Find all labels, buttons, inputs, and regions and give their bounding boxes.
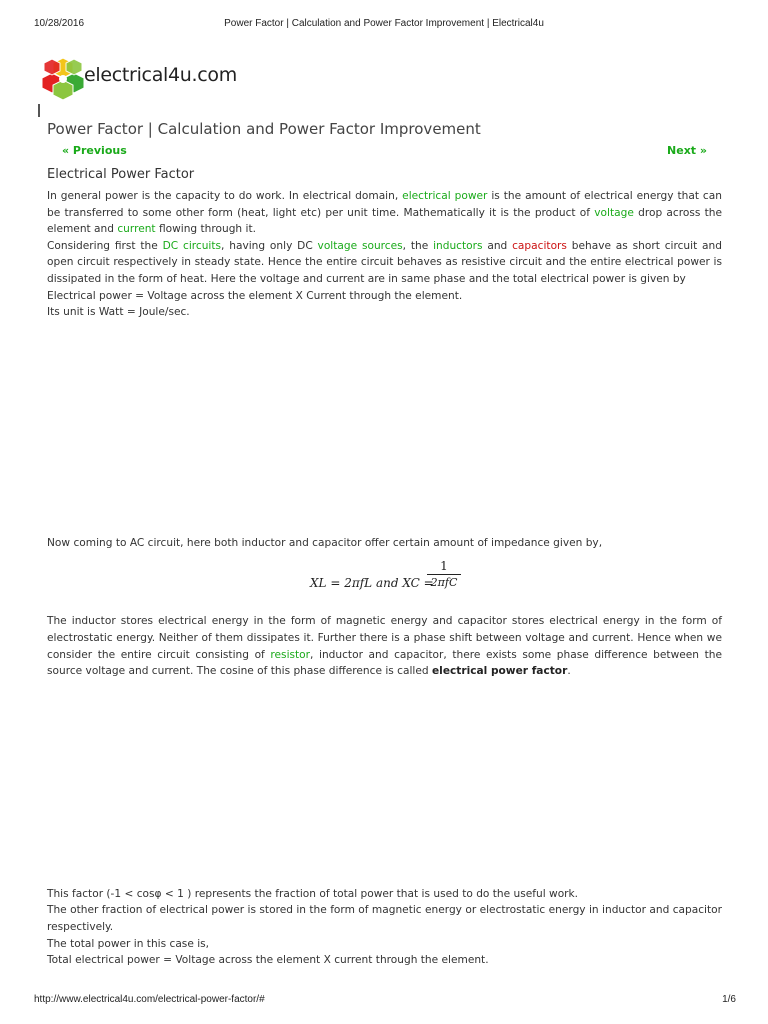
site-logo[interactable]: [42, 56, 242, 102]
print-header: [0, 18, 768, 32]
link-resistor[interactable]: resistor: [270, 648, 311, 661]
paragraph-dc-circuits: [47, 238, 722, 288]
text-run: In general power is the capacity to do work. In electrical domain,: [47, 190, 403, 202]
text-cursor-marker: [38, 104, 40, 117]
print-page-number: 1/6: [722, 994, 736, 1005]
paragraph-intro: [47, 188, 722, 238]
blank-figure-area-2: [47, 680, 722, 886]
text-run: is the amount of electrical energy that can be transferred to some other form (heat, light etc) per unit time. Mathematically it is the product of: [47, 190, 722, 219]
text-run: behave as short circuit and open circuit respectively in steady state. Hence the entire circuit behaves as resistive circuit and the entire electrical power is dissipated in the form of heat. Here the voltage and current are in same phase and the total electrical power is given by: [47, 239, 722, 285]
bold-term: electrical power factor: [432, 665, 568, 678]
formula-fraction: [427, 559, 461, 589]
formula-numerator: 1: [427, 559, 461, 575]
previous-link[interactable]: « Previous: [62, 144, 127, 157]
paragraph-unit: Its unit is Watt = Joule/sec.: [47, 306, 190, 319]
text-run: , the: [402, 239, 434, 252]
print-footer: [0, 994, 768, 1008]
next-link[interactable]: Next »: [667, 144, 707, 157]
text-run: drop across the element and: [47, 206, 723, 236]
text-run: , having only DC: [221, 239, 318, 252]
paragraph-stored-power: The other fraction of electrical power is stored in the form of magnetic energy or electrostatic energy in inductor and capacitor respectively.: [47, 904, 722, 933]
article: [47, 118, 722, 969]
text-run: The inductor stores electrical energy in the form of magnetic energy and capacitor stores electrical energy in the form of electrostatic energy. Neither of them dissipates it. Further there is a phase shift between voltage and current. Hence when we consider the entire circuit consisting of: [47, 615, 722, 661]
link-voltage-sources[interactable]: voltage sources: [317, 239, 403, 252]
impedance-formula: [47, 559, 722, 599]
text-run: and: [482, 239, 513, 252]
text-run: , inductor and capacitor, there exists some phase difference between the source voltage and current. The cosine of this phase difference is called: [47, 648, 722, 678]
blank-figure-area: [47, 321, 722, 535]
pager: [47, 142, 722, 162]
link-dc-circuits[interactable]: DC circuits: [162, 239, 222, 252]
paragraph-ac-circuit: Now coming to AC circuit, here both inductor and capacitor offer certain amount of impedance given by,: [47, 536, 603, 549]
text-run: Considering first the: [47, 239, 163, 252]
formula-lhs: XL = 2πfL and XC =: [310, 576, 434, 591]
link-voltage[interactable]: voltage: [594, 206, 634, 219]
link-inductors[interactable]: inductors: [433, 239, 483, 252]
logo-flower-icon: [42, 56, 84, 102]
paragraph-total-formula: Total electrical power = Voltage across the element X current through the element.: [47, 954, 489, 967]
link-capacitors[interactable]: capacitors: [512, 239, 567, 252]
print-date: 10/28/2016: [34, 18, 85, 29]
formula-denominator: 2πfC: [430, 576, 458, 590]
paragraph-total-power: The total power in this case is,: [47, 937, 210, 950]
print-page-title: Power Factor | Calculation and Power Factor Improvement | Electrical4u: [224, 18, 544, 29]
text-run: flowing through it.: [155, 223, 256, 236]
text-run: .: [567, 665, 571, 678]
print-url: http://www.electrical4u.com/electrical-power-factor/#: [34, 994, 265, 1005]
link-current[interactable]: current: [117, 223, 156, 236]
paragraph-power-formula: Electrical power = Voltage across the element X Current through the element.: [47, 289, 463, 302]
paragraph-factor-range: This factor (-1 < cosφ < 1 ) represents the fraction of total power that is used to do the useful work.: [47, 887, 579, 900]
link-electrical-power[interactable]: electrical power: [402, 190, 488, 202]
logo-text: electrical4u.com: [84, 64, 237, 86]
page-title: Power Factor | Calculation and Power Factor Improvement: [47, 120, 481, 138]
section-title: Electrical Power Factor: [47, 167, 195, 182]
paragraph-phase-shift: [47, 613, 722, 679]
